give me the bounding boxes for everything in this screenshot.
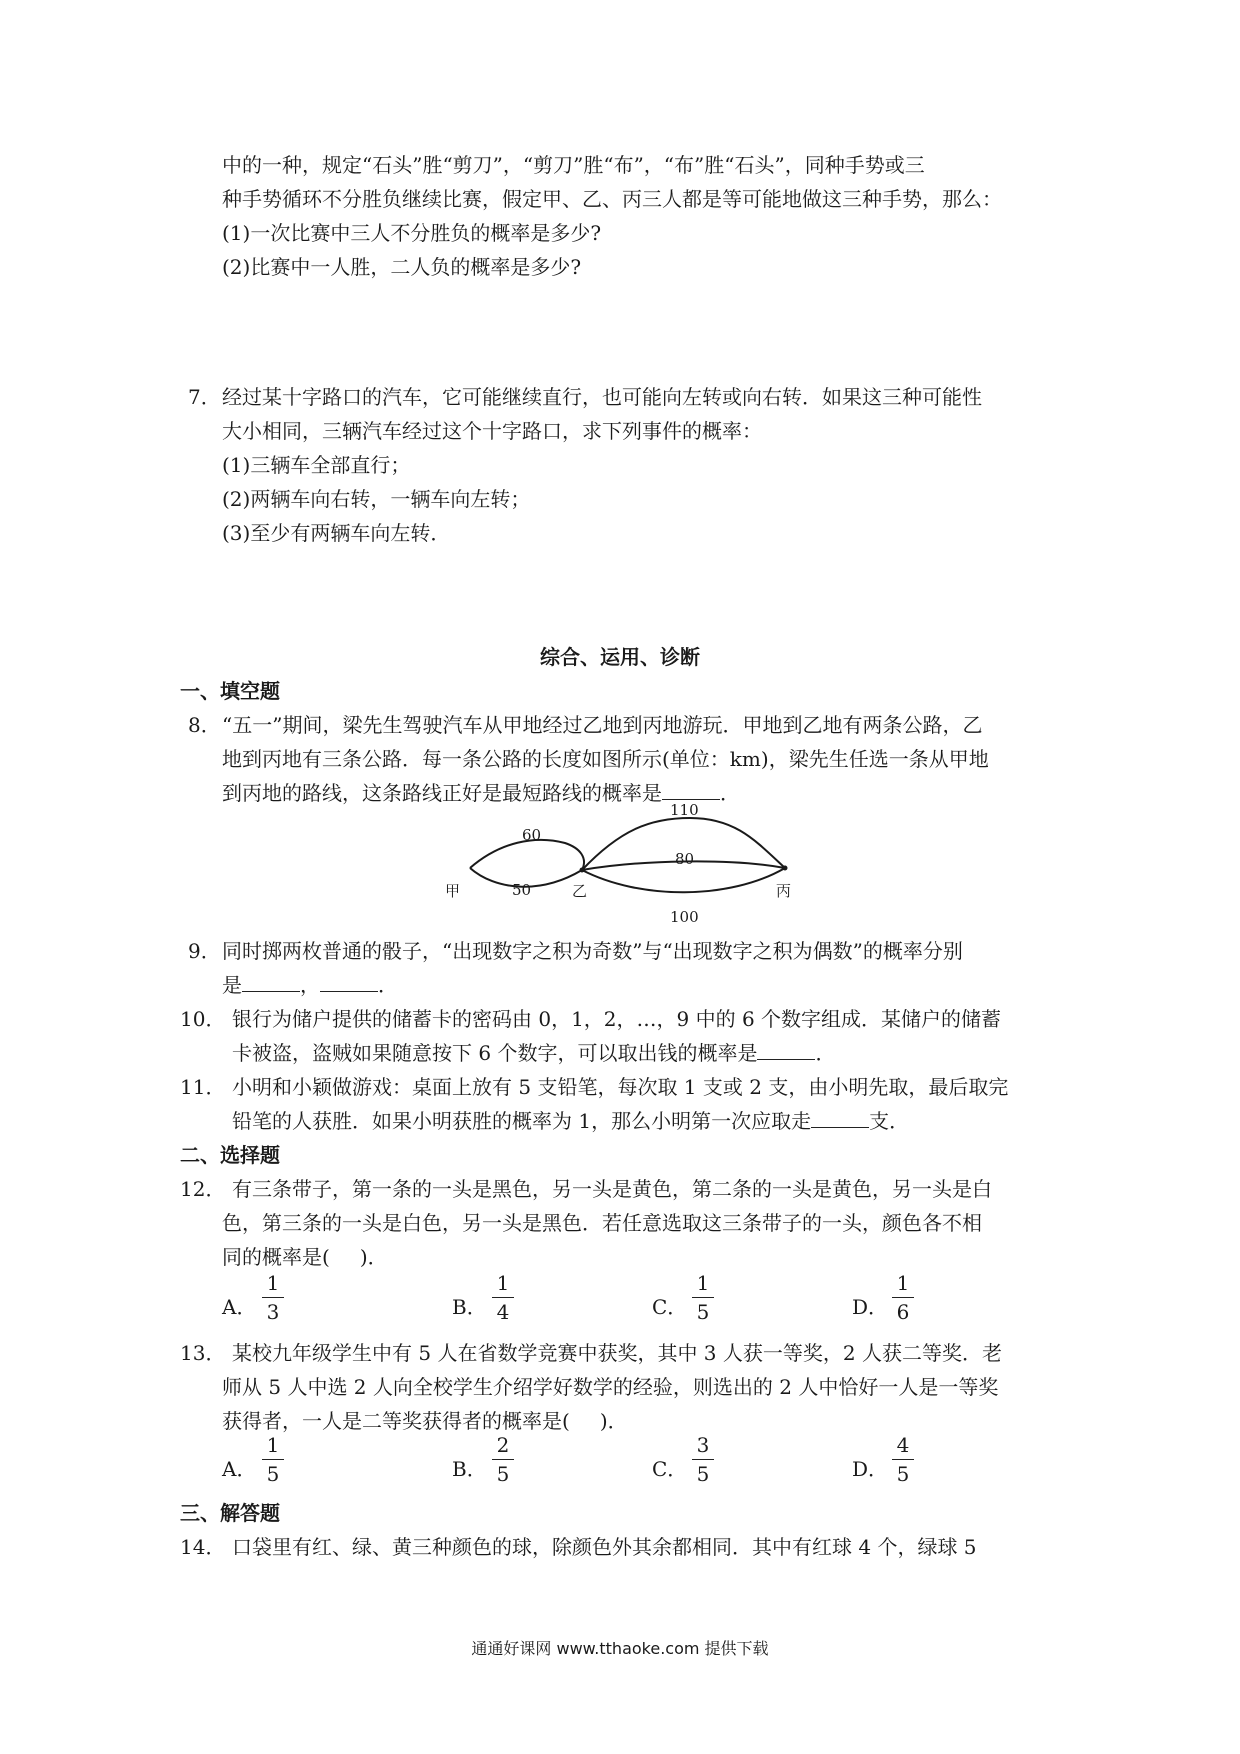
q12-option-b-den: 4 (496, 1300, 510, 1324)
q13-option-a-label: A． (222, 1457, 257, 1481)
q9-line-2-a: 是 (222, 973, 242, 997)
q13-option-a-num: 1 (266, 1433, 280, 1457)
road-diagram (440, 800, 810, 950)
label-road-100: 100 (670, 908, 699, 926)
page-footer: 通通好课网 www.tthaoke.com 提供下载 (471, 1639, 769, 1658)
q12-option-a-label: A． (222, 1295, 257, 1319)
label-road-80: 80 (675, 850, 695, 868)
q12-line-2: 色，第三条的一头是白色，另一头是黑色．若任意选取这三条带子的一头，颜色各不相 (222, 1211, 982, 1235)
q12-option-c-num: 1 (696, 1271, 710, 1295)
q8-line-1: “五一”期间，梁先生驾驶汽车从甲地经过乙地到丙地游玩．甲地到乙地有两条公路，乙 (222, 713, 983, 737)
q13-line-3 (222, 1408, 628, 1434)
q12-option-a-fraction (262, 1270, 284, 1325)
q10-number: 10． (180, 1007, 226, 1031)
q11-number: 11． (180, 1075, 226, 1099)
q13-option-b-label: B． (452, 1457, 487, 1481)
q13-option-d-den: 5 (896, 1462, 910, 1486)
q13-line-3-text: 获得者，一人是二等奖获得者的概率是( (222, 1409, 570, 1433)
q11-line-2-text: 铅笔的人获胜．如果小明获胜的概率为 1，那么小明第一次应取走 (232, 1109, 812, 1133)
q11-line-2 (232, 1108, 909, 1134)
q10-line-1: 银行为储户提供的储蓄卡的密码由 0，1，2，…，9 中的 6 个数字组成．某储户的储蓄 (232, 1007, 1002, 1031)
q13-number: 13． (180, 1341, 226, 1365)
q12-line-1: 有三条带子，第一条的一头是黑色，另一头是黄色，第二条的一头是黄色，另一头是白 (232, 1177, 992, 1201)
q13-option-b-den: 5 (496, 1462, 510, 1486)
q10-line-2-end: ． (815, 1041, 836, 1065)
q11-line-1: 小明和小颖做游戏：桌面上放有 5 支铅笔，每次取 1 支或 2 支，由小明先取，最后取完 (232, 1075, 1009, 1099)
q12-option-a-den: 3 (266, 1300, 280, 1324)
q7-sub-3: (3)至少有两辆车向左转． (222, 521, 451, 545)
label-mid: 乙 (572, 882, 588, 900)
q13-option-b-fraction (492, 1432, 514, 1487)
q8-number: 8． (188, 713, 221, 737)
q9-blank-2 (320, 973, 378, 992)
q8-line-2: 地到丙地有三条公路．每一条公路的长度如图所示(单位：km)，梁先生任选一条从甲地 (222, 747, 989, 771)
label-end: 丙 (776, 882, 792, 900)
q13-option-d-num: 4 (896, 1433, 910, 1457)
q13-option-d-fraction (892, 1432, 914, 1487)
q7-line-1: 经过某十字路口的汽车，它可能继续直行，也可能向左转或向右转．如果这三种可能性 (222, 385, 982, 409)
q6-line-1: 中的一种，规定“石头”胜“剪刀”，“剪刀”胜“布”，“布”胜“石头”，同种手势或三 (222, 153, 925, 177)
q7-line-2: 大小相同，三辆汽车经过这个十字路口，求下列事件的概率： (222, 419, 762, 443)
q11-line-2-end: 支． (869, 1109, 910, 1133)
road-100 (582, 868, 785, 892)
q6-sub-1: (1)一次比赛中三人不分胜负的概率是多少? (222, 221, 602, 245)
q9-line-1: 同时掷两枚普通的骰子，“出现数字之积为奇数”与“出现数字之积为偶数”的概率分别 (222, 939, 963, 963)
q9-blank-1 (242, 973, 300, 992)
node-mid (580, 868, 585, 873)
q12-line-3-end: )． (359, 1245, 388, 1269)
q13-option-c-label: C． (652, 1457, 688, 1481)
q7-number: 7． (188, 385, 221, 409)
label-road-60: 60 (522, 826, 542, 844)
q13-line-2: 师从 5 人中选 2 人向全校学生介绍学好数学的经验，则选出的 2 人中恰好一人是一等奖 (222, 1375, 999, 1399)
q8-line-3-text: 到丙地的路线，这条路线正好是最短路线的概率是 (222, 781, 662, 805)
q12-option-d-num: 1 (896, 1271, 910, 1295)
q12-line-3-text: 同的概率是( (222, 1245, 330, 1269)
q7-sub-1: (1)三辆车全部直行； (222, 453, 411, 477)
node-end (783, 866, 788, 871)
q13-option-c-den: 5 (696, 1462, 710, 1486)
q12-number: 12． (180, 1177, 226, 1201)
q12-line-3 (222, 1244, 388, 1270)
q13-option-c-num: 3 (696, 1433, 710, 1457)
q10-answer-blank (757, 1041, 815, 1060)
q12-option-d-den: 6 (896, 1300, 910, 1324)
label-start: 甲 (445, 882, 461, 900)
q12-option-b-fraction (492, 1270, 514, 1325)
q12-option-c-den: 5 (696, 1300, 710, 1324)
q12-option-d-label: D． (852, 1295, 889, 1319)
q12-option-a-num: 1 (266, 1271, 280, 1295)
q13-option-d-label: D． (852, 1457, 889, 1481)
q13-option-a-fraction (262, 1432, 284, 1487)
q9-number: 9． (188, 939, 221, 963)
road-60 (470, 840, 584, 870)
q9-line-2-c: ． (378, 973, 398, 997)
q12-option-c-fraction (692, 1270, 714, 1325)
q12-option-b-label: B． (452, 1295, 487, 1319)
q13-option-c-fraction (692, 1432, 714, 1487)
q6-line-2: 种手势循环不分胜负继续比赛，假定甲、乙、丙三人都是等可能地做这三种手势，那么： (222, 187, 1002, 211)
q9-line-2 (222, 972, 398, 998)
q8-answer-blank (662, 781, 720, 800)
q6-sub-2: (2)比赛中一人胜，二人负的概率是多少? (222, 255, 582, 279)
q12-option-c-label: C． (652, 1295, 688, 1319)
q12-option-b-num: 1 (496, 1271, 510, 1295)
label-road-50: 50 (512, 881, 532, 899)
q13-line-3-end: )． (599, 1409, 628, 1433)
q13-option-a-den: 5 (266, 1462, 280, 1486)
q9-line-2-b: ， (300, 973, 320, 997)
q7-sub-2: (2)两辆车向右转，一辆车向左转； (222, 487, 531, 511)
q10-line-2-text: 卡被盗，盗贼如果随意按下 6 个数字，可以取出钱的概率是 (232, 1041, 758, 1065)
q11-answer-blank (811, 1109, 869, 1128)
part1-heading: 一、填空题 (180, 679, 280, 703)
q8-line-3-end: ． (720, 781, 740, 805)
q12-option-d-fraction (892, 1270, 914, 1325)
part3-heading: 三、解答题 (180, 1501, 280, 1525)
part2-heading: 二、选择题 (180, 1143, 280, 1167)
section-title: 综合、运用、诊断 (540, 645, 700, 669)
q10-line-2 (232, 1040, 835, 1066)
q13-line-1: 某校九年级学生中有 5 人在省数学竞赛中获奖，其中 3 人获一等奖，2 人获二等奖．老 (232, 1341, 1002, 1365)
q14-line-1: 口袋里有红、绿、黄三种颜色的球，除颜色外其余都相同．其中有红球 4 个，绿球 5 (232, 1535, 977, 1559)
label-road-110: 110 (670, 801, 699, 819)
q14-number: 14． (180, 1535, 226, 1559)
q13-option-b-num: 2 (496, 1433, 510, 1457)
